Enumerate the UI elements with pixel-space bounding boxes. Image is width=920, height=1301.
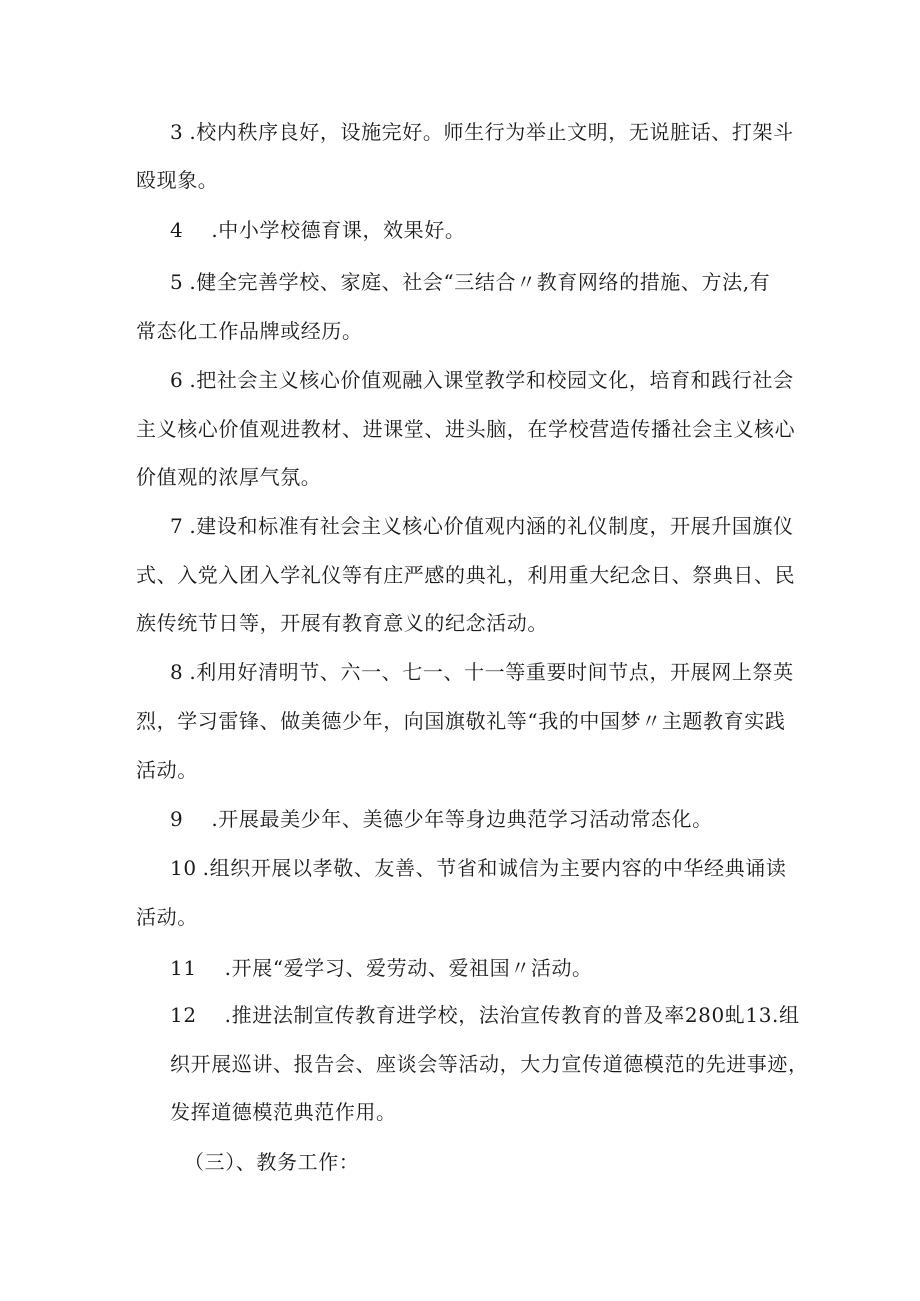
item-6-line-2: 主义核心价值观进教材、进课堂、进头脑，在学校营造传播社会主义核心 [136,417,796,441]
item-7-line-1 [170,512,794,540]
item-10-line-2: 活动。 [136,905,198,929]
item-text: .推进法制宣传教育进学校，法治宣传教育的普及率280虬13.组 [224,1003,800,1027]
item-text: .开展最美少年、美德少年等身边典范学习活动常态化。 [211,807,713,831]
item-4-line-1 [170,216,466,244]
item-number: 11 [170,956,197,980]
item-number: 10 [170,856,197,880]
item-text: .开展“爱学习、爱劳动、爱祖国〃活动。 [224,956,593,980]
item-number: 7 [170,514,184,538]
section-heading: （三）、教务工作： [184,1150,360,1174]
item-number: 9 [170,807,184,831]
item-number: 8 [170,660,184,684]
item-number: 12 [170,1003,197,1027]
item-12-line-2: 织开展巡讲、报告会、座谈会等活动，大力宣传道德模范的先进事迹， [170,1052,809,1076]
item-text: .利用好清明节、六一、七一、十一等重要时间节点，开展网上祭英 [189,660,794,684]
item-8-line-3: 活动。 [136,758,198,782]
item-5-line-1 [170,268,770,296]
item-text: .校内秩序良好，设施完好。师生行为举止文明，无说脏话、打架斗 [189,120,794,144]
item-11-line-1 [170,954,593,982]
item-12-line-1 [170,1001,800,1029]
item-7-line-3: 族传统节日等，开展有教育意义的纪念活动。 [136,611,548,635]
item-8-line-1 [170,658,794,686]
item-3-line-2: 殴现象。 [136,168,219,192]
item-text: .把社会主义核心价值观融入课堂教学和校园文化，培育和践行社会 [189,368,794,392]
item-text: .中小学校德育课，效果好。 [211,218,466,242]
item-8-line-2: 烈，学习雷锋、做美德少年，向国旗敬礼等“我的中国梦〃主题教育实践 [136,709,786,733]
item-number: 4 [170,218,184,242]
item-6-line-3: 价值观的浓厚气氛。 [136,465,322,489]
item-text: .组织开展以孝敬、友善、节省和诚信为主要内容的中华经典诵读 [202,856,787,880]
item-text: .建设和标准有社会主义核心价值观内涵的礼仪制度，开展升国旗仪 [189,514,794,538]
item-3-line-1 [170,118,794,146]
item-5-line-2: 常态化工作品牌或经历。 [136,319,363,343]
item-7-line-2: 式、入党入团入学礼仪等有庄严感的典礼，利用重大纪念日、祭典日、民 [136,563,796,587]
item-number: 6 [170,368,184,392]
item-number: 3 [170,120,184,144]
item-6-line-1 [170,366,794,394]
item-number: 5 [170,270,184,294]
item-12-line-3: 发挥道德模范典范作用。 [170,1100,397,1124]
item-text: .健全完善学校、家庭、社会“三结合〃教育网络的措施、方法,有 [189,270,771,294]
item-10-line-1 [170,854,786,882]
item-9-line-1 [170,805,713,833]
